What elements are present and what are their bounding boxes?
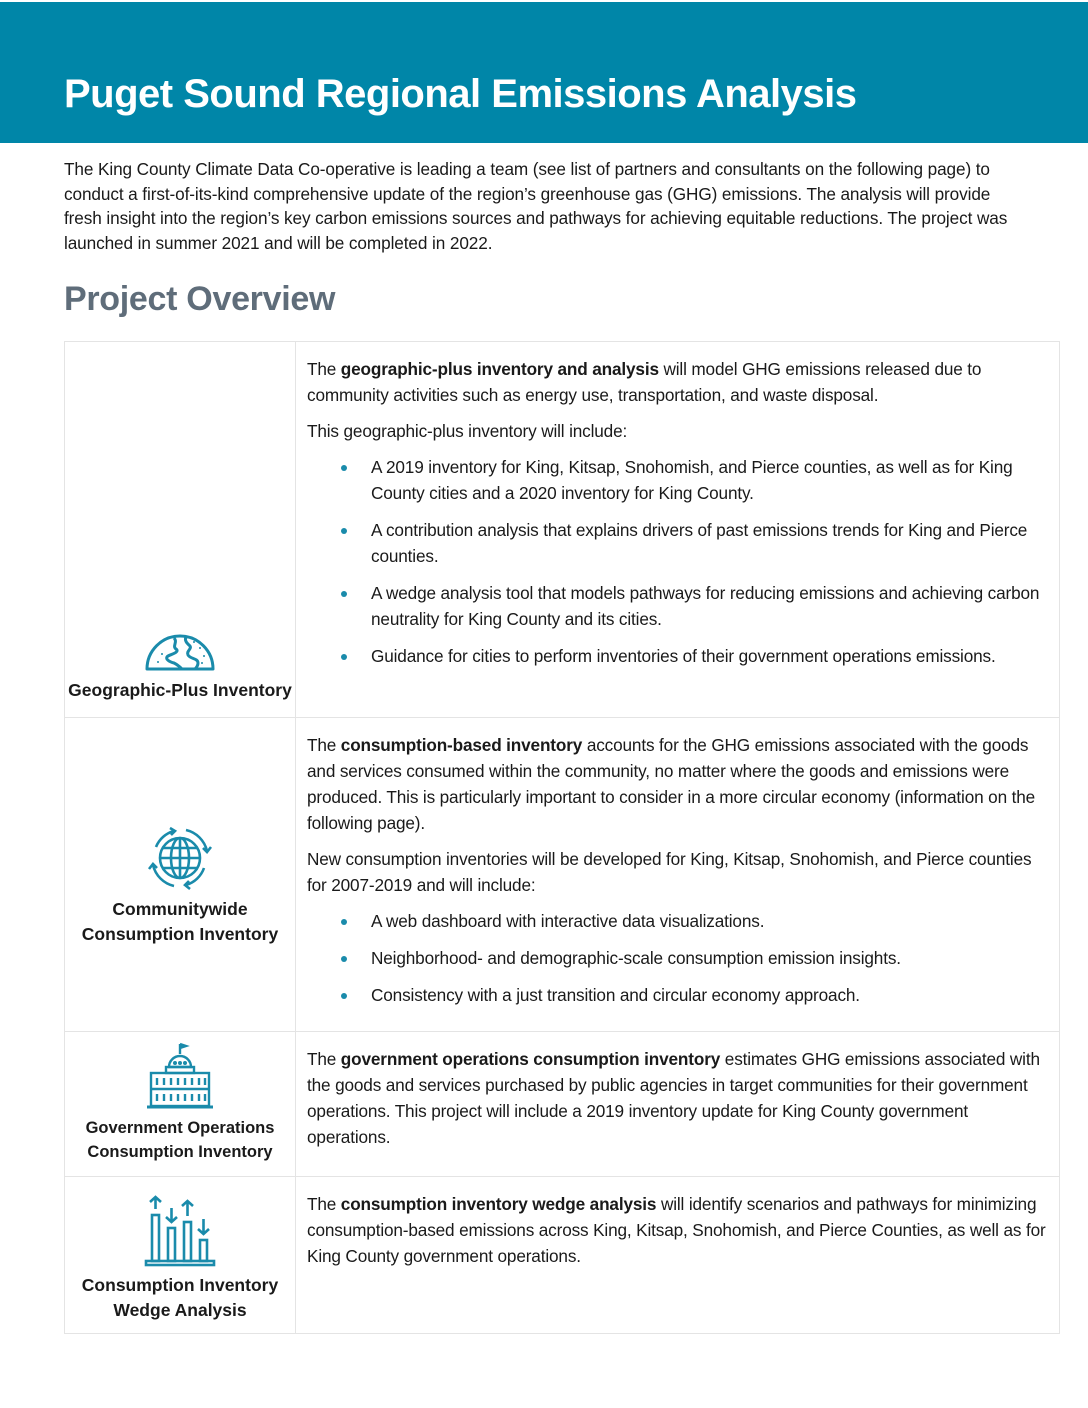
section-title: Project Overview [64,280,336,318]
row-label-cell [65,1177,296,1334]
bold-term: government operations consumption inventory [340,1049,721,1069]
row-label-cell [65,342,296,718]
capitol-building-icon [65,1042,295,1110]
table-row [65,718,1060,1032]
paragraph-text: will model GHG emissions released due to community activities such as energy use, transportation, and waste disposal. [307,359,982,405]
row-description-cell [296,1032,1060,1177]
bullet-list [307,454,1049,669]
title-banner [0,2,1088,143]
list-item: Neighborhood- and demographic-scale consumption emission insights. [371,945,1049,971]
table-row [65,1177,1060,1334]
paragraph-text: accounts for the GHG emissions associated with the goods and services consumed within the community, no matter where the goods and emissions were produced. This is particularly important to consider in a more circular economy (information on the following page). [307,735,1036,833]
row-label: Geographic-Plus Inventory [68,680,292,700]
bold-term: consumption-based inventory [340,735,583,755]
globe-half-icon [65,632,295,672]
bar-chart-arrows-icon [65,1195,295,1267]
table-row [65,1032,1060,1177]
list-item: Guidance for cities to perform inventories of their government operations emissions. [371,643,1049,669]
paragraph-text: will identify scenarios and pathways for minimizing consumption-based emissions across King, Kitsap, Snohomish, and Pierce Counties, as well as for King County government operations. [307,1194,1046,1266]
bold-term: geographic-plus inventory and analysis [340,359,659,379]
row-label-cell [65,718,296,1032]
row-label: Communitywide Consumption Inventory [81,899,279,944]
row-description-cell [296,718,1060,1032]
bold-term: consumption inventory wedge analysis [340,1194,657,1214]
row-label: Consumption Inventory Wedge Analysis [81,1275,279,1320]
row-description-cell [296,342,1060,718]
list-item: A wedge analysis tool that models pathways for reducing emissions and achieving carbon neutrality for King County and its cities. [371,580,1049,632]
list-item: A web dashboard with interactive data visualizations. [371,908,1049,934]
list-item: A 2019 inventory for King, Kitsap, Snohomish, and Pierce counties, as well as for King County cities and a 2020 inventory for King County. [371,454,1049,506]
paragraph-text: The [307,1194,341,1214]
description-paragraph [307,356,1049,408]
paragraph-text: The [307,735,341,755]
row-description-cell [296,1177,1060,1334]
globe-cycle-icon [65,825,295,891]
intro-paragraph: The King County Climate Data Co-operative is leading a team (see list of partners and consultants on the following page) to conduct a first-of-its-kind comprehensive update of the region’s greenhouse gas (GHG) emissions. The analysis will provide fresh insight into the region’s key carbon emissions sources and pathways for achieving equitable reductions. The project was launched in summer 2021 and will be completed in 2022. [64,159,1008,253]
list-item: A contribution analysis that explains drivers of past emissions trends for King and Pierce counties. [371,517,1049,569]
row-label-cell [65,1032,296,1177]
description-paragraph [307,732,1049,836]
description-paragraph [307,1191,1049,1269]
list-item: Consistency with a just transition and circular economy approach. [371,982,1049,1008]
table-row [65,342,1060,718]
description-paragraph: New consumption inventories will be developed for King, Kitsap, Snohomish, and Pierce counties for 2007-2019 and will include: [307,849,1032,895]
project-overview-table [64,341,1060,1334]
paragraph-text: estimates GHG emissions associated with the goods and services purchased by public agencies in target communities for their government operations. This project will include a 2019 inventory update for King County government operations. [307,1049,1040,1147]
description-paragraph [307,1046,1049,1150]
page-title: Puget Sound Regional Emissions Analysis [64,72,857,116]
bullet-list [307,908,1049,1008]
paragraph-text: The [307,1049,341,1069]
row-label: Government Operations Consumption Inventory [85,1119,275,1161]
paragraph-text: The [307,359,341,379]
description-paragraph: This geographic-plus inventory will include: [307,421,628,441]
